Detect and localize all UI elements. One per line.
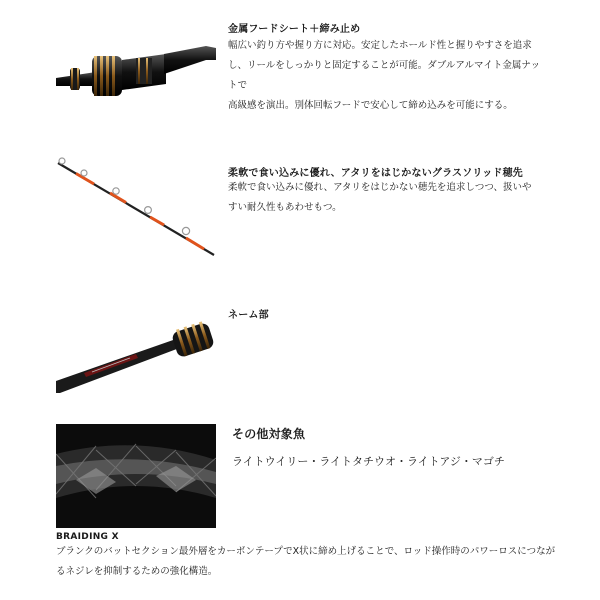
section-text-target-fish: ライトウイリー・ライトタチウオ・ライトアジ・マゴチ <box>232 455 505 468</box>
rod-name-photo <box>56 305 216 395</box>
section-text-braiding-x <box>56 542 556 582</box>
text-line: すい耐久性もあわせもつ。 <box>228 202 342 213</box>
section-text-reel-seat <box>228 36 548 116</box>
text-line: し、リールをしっかりと固定することが可能。ダブルアルマイト金属ナットで <box>228 60 541 91</box>
section-text-glass-tip <box>228 178 548 218</box>
text-line: 高級感を演出。別体回転フードで安心して締め込みを可能にする。 <box>228 100 513 111</box>
text-line: るネジレを抑制するための強化構造。 <box>56 566 218 577</box>
section-title-braiding-x: BRAIDING X <box>56 532 119 542</box>
text-line: ブランクのバットセクション最外層をカーボンテープでX状に締め上げることで、ロッド操作時のパワーロスにつなが <box>56 546 556 557</box>
section-title-reel-seat: 金属フードシート＋締み止め <box>228 24 361 35</box>
rod-tip-photo <box>56 155 216 260</box>
text-line: 柔軟で食い込みに優れ、アタリをはじかない穂先を追求しつつ、扱いや <box>228 182 532 193</box>
braiding-x-photo <box>56 424 216 528</box>
text-line: 幅広い釣り方や握り方に対応。安定したホールド性と握りやすさを追求 <box>228 40 532 51</box>
reel-seat-photo <box>56 40 216 100</box>
section-title-glass-tip: 柔軟で食い込みに優れ、アタリをはじかないグラスソリッド穂先 <box>228 168 523 179</box>
section-title-target-fish: その他対象魚 <box>232 427 306 441</box>
section-title-name-area: ネーム部 <box>228 310 269 321</box>
